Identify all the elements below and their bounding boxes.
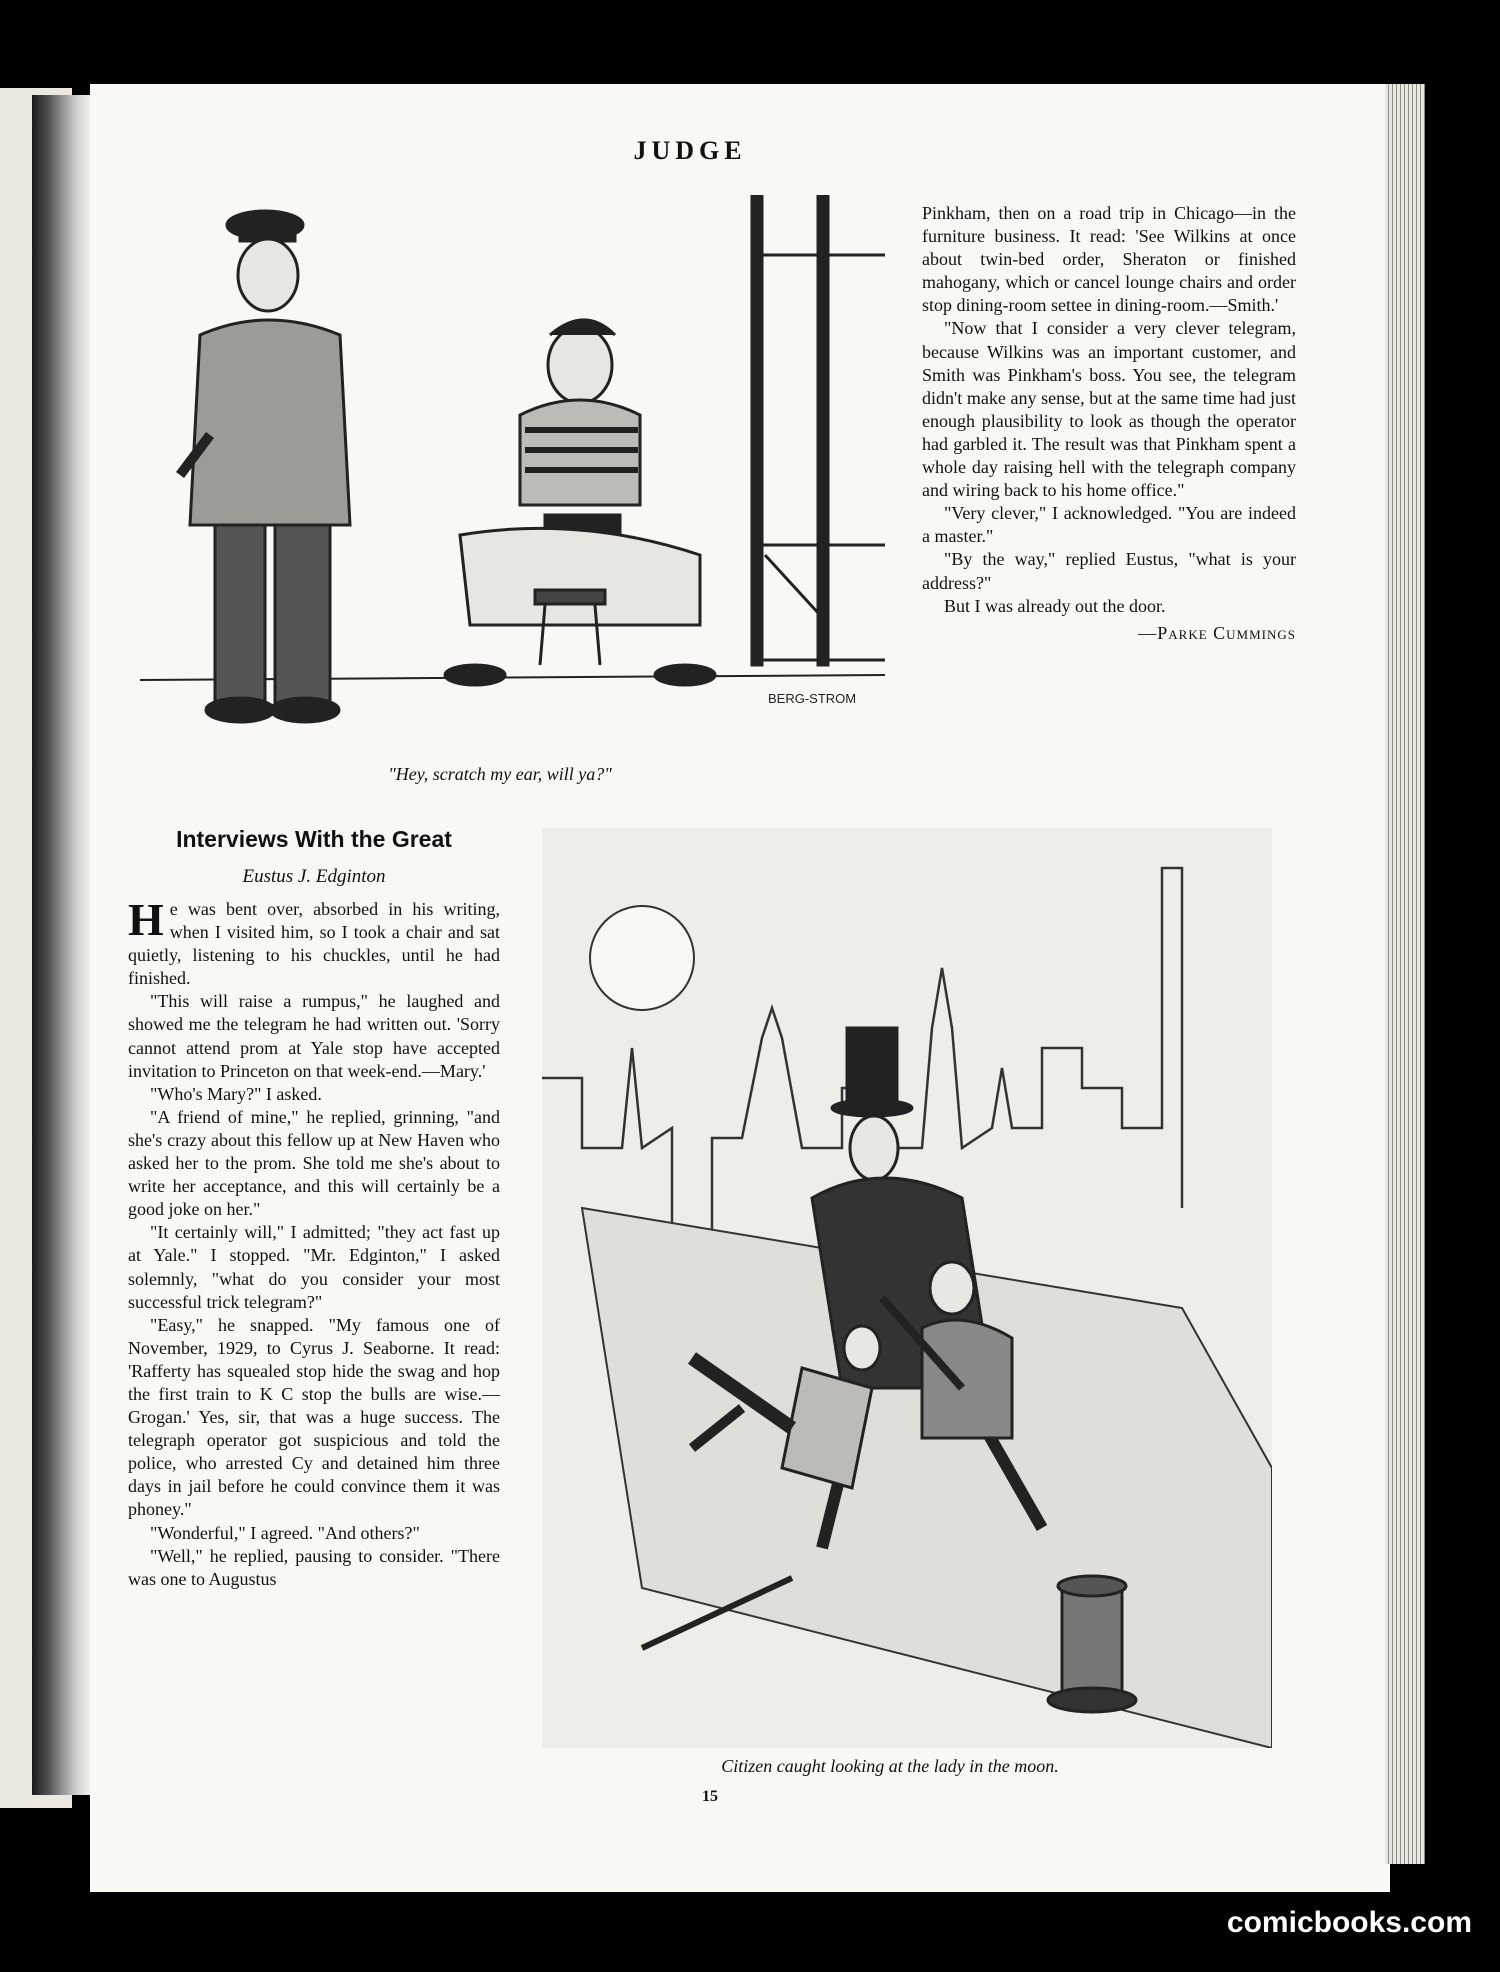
site-watermark: comicbooks.com [1226,1906,1472,1939]
policeman-figure [180,211,350,722]
cartoon-city-illustration [542,828,1272,1748]
cartoon-2-caption: Citizen caught looking at the lady in the moon. [721,1756,1059,1776]
article-paragraph: "Well," he replied, pausing to consider. "There was one to Augustus [128,1545,500,1589]
continuation-paragraph: "Now that I consider a very clever telegram, because Wilkins was an important customer, and Smith was Pinkham's boss. You see, the telegram didn't make any sense, but at the same time had just enough plausibility to look as though the operator had garbled it. The result was that Pinkham spent a whole day raising hell with the telegraph company and wiring back to his home office." [922,318,1296,501]
fire-hydrant [1048,1576,1136,1712]
article-paragraph: "This will raise a rumpus," he laughed and showed me the telegram he had written out. 'Sorry cannot attend prom at Yale stop have accepted invitation to Princeton on that week-end.—Mary.' [128,991,500,1081]
article-paragraph: "It certainly will," I admitted; "they act fast up at Yale." I stopped. "Mr. Edginton," I asked solemnly, "what do you consider your most successful trick telegram?" [128,1222,500,1312]
article-paragraph: "A friend of mine," he replied, grinning, "and she's crazy about this fellow up at New Haven who asked her to the prom. She told me she's about to write her acceptance, and this will certainly be a good joke on her." [128,1106,500,1220]
article-author: Eustus J. Edginton [242,866,386,887]
masthead-title: JUDGE [633,136,747,165]
article-paragraph: "Who's Mary?" I asked. [150,1083,322,1104]
book-gutter [32,95,90,1795]
cartoon-jail-illustration [140,195,885,740]
article-title: Interviews With the Great [176,826,452,852]
cartoon-1-signature: BERG-STROM [768,691,857,706]
article-paragraph: "Wonderful," I agreed. "And others?" [150,1522,420,1543]
continuation-paragraph: But I was already out the door. [944,595,1166,616]
prisoner-figure [445,320,715,685]
cartoon-1-caption: "Hey, scratch my ear, will ya?" [388,764,612,784]
article-column [128,894,500,1591]
article-paragraph: "Easy," he snapped. "My famous one of November, 1929, to Cyrus J. Seaborne. It read: 'Rafferty has squealed stop hide the swag and hop the first train to K C stop the bulls are wise.—Grogan.' Yes, sir, that was a huge success. The telegraph operator got suspicious and told the police, who arrested Cy and detained him three days in jail before he could convince them it was phoney." [128,1314,500,1520]
continuation-column [922,202,1296,645]
page-edges [1385,84,1425,1864]
continuation-byline: —Parke Cummings [1138,622,1296,643]
continuation-paragraph: Pinkham, then on a road trip in Chicago—in the furniture business. It read: 'See Wilkins at once about twin-bed order, Sheraton or finished mahogany, which or cancel lounge chairs and order stop dining-room settee in dining-room.—Smith.' [922,203,1296,316]
drop-cap: H [128,894,164,945]
article-first-paragraph: He was bent over, absorbed in his writing, when I visited him, so I took a chair and sat quietly, listening to his chuckles, until he had finished. [128,894,500,989]
continuation-paragraph: "By the way," replied Eustus, "what is your address?" [922,549,1296,593]
continuation-paragraph: "Very clever," I acknowledged. "You are indeed a master." [922,503,1296,547]
page-number: 15 [702,1788,718,1805]
